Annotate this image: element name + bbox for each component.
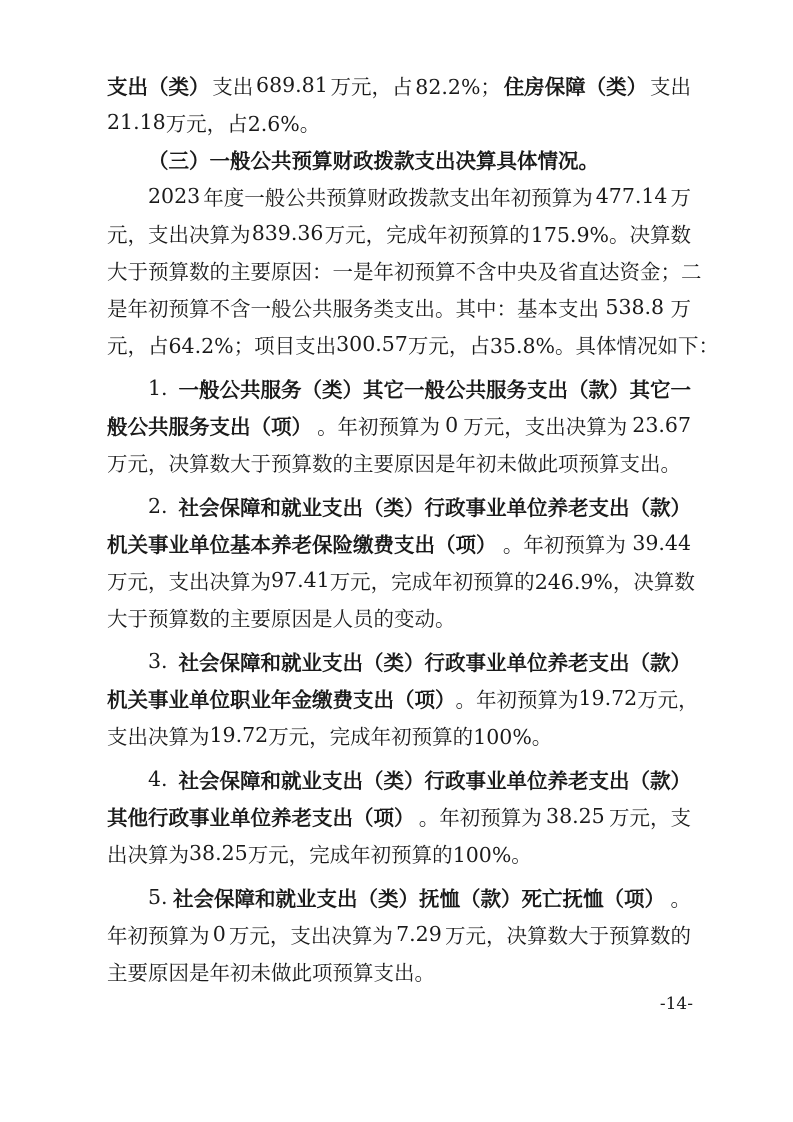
paragraph-gap <box>107 480 691 487</box>
text-run: 万元，决算数大于预算数的 <box>444 923 691 948</box>
text-run: 元，占 <box>107 333 169 358</box>
paragraph-p2 <box>107 177 719 362</box>
text-line <box>107 679 699 716</box>
text-run: 538.8 <box>605 294 665 319</box>
text-line <box>107 140 691 177</box>
text-run: 。 <box>670 886 691 911</box>
bold-text-run: 机关事业单位基本养老保险缴费支出（项） <box>107 532 497 557</box>
text-run: 万元，支出决算为 <box>107 569 271 594</box>
bold-text-run: 社会保障和就业支出（类）行政事业单位养老支出（款） <box>178 495 691 520</box>
text-run: 万 <box>670 185 691 210</box>
page-number: -14- <box>659 994 693 1014</box>
text-line <box>107 952 691 989</box>
bold-text-run: 社会保障和就业支出（类）行政事业单位养老支出（款） <box>178 650 691 675</box>
bold-text-run: 机关事业单位职业年金缴费支出（项） <box>107 687 456 712</box>
text-run: 支出决算为 <box>107 724 210 749</box>
text-run: 万元，完成年初预算的 <box>268 724 474 749</box>
text-run: 19.72 <box>209 722 269 747</box>
text-line <box>107 443 691 480</box>
text-run: 年初预算为 <box>107 923 210 948</box>
text-run: 万 <box>670 296 691 321</box>
text-run: 3. <box>148 648 168 673</box>
text-run: 2. <box>148 493 168 518</box>
text-run: 元，支出决算为 <box>107 222 251 247</box>
bold-text-run: 支出（类） <box>107 74 210 99</box>
text-run: 21.18 <box>107 109 166 134</box>
text-run: 64.2%；项目支出 <box>168 333 337 358</box>
text-run: 1. <box>148 375 168 400</box>
text-run: 97.41 <box>271 567 330 592</box>
bold-text-run: 其他行政事业单位养老支出（项） <box>107 805 415 830</box>
bold-text-run: 社会保障和就业支出（类）抚恤（款）死亡抚恤（项） <box>173 886 666 911</box>
text-line <box>107 524 691 561</box>
text-line <box>107 177 691 214</box>
paragraph-p7 <box>107 878 691 989</box>
text-run: 是年初预算不含一般公共服务类支出。其中：基本支出 <box>107 296 599 321</box>
text-run: 万元，决算数大于预算数的主要原因是年初未做此项预算支出。 <box>107 451 681 476</box>
text-run: 38.25 <box>546 803 605 828</box>
text-run: 出决算为 <box>107 842 189 867</box>
paragraph-gap <box>107 753 691 760</box>
text-line <box>107 760 691 797</box>
paragraph-gap <box>107 362 691 369</box>
text-run: 万元，占 <box>330 74 413 99</box>
text-run: 82.2%； <box>415 74 501 99</box>
text-run: 19.72 <box>578 685 638 710</box>
text-run: 4. <box>148 766 168 791</box>
text-line <box>107 251 702 288</box>
paragraph-p0 <box>107 66 691 140</box>
paragraph-p4 <box>107 487 695 635</box>
paragraph-p1 <box>107 140 691 177</box>
text-run: 年度一般公共预算财政拨款支出年初预算为 <box>203 185 593 210</box>
text-run: 477.14 <box>595 183 668 208</box>
paragraph-gap <box>107 871 691 878</box>
text-run: 万元，支出决算为 <box>228 923 393 948</box>
bold-text-run: （三）一般公共预算财政拨款支出决算具体情况。 <box>148 148 599 173</box>
bold-text-run: 住房保障（类） <box>503 74 648 99</box>
text-run: 。年初预算为 <box>502 532 626 557</box>
text-run: 839.36 <box>251 220 324 245</box>
text-run: 万元，完成年初预算的 <box>324 222 530 247</box>
text-run: 万元，支出决算为 <box>463 414 628 439</box>
text-run: 7.29 <box>396 921 442 946</box>
bold-text-run: 社会保障和就业支出（类）行政事业单位养老支出（款） <box>178 768 691 793</box>
text-run: 38.25 <box>189 840 248 865</box>
text-run: 大于预算数的主要原因是人员的变动。 <box>107 606 456 631</box>
text-line <box>107 642 691 679</box>
text-line <box>107 214 691 251</box>
text-run: 175.9%。决算数 <box>530 222 691 247</box>
text-run: 万元，支 <box>608 805 691 830</box>
text-run: 689.81 <box>256 72 328 97</box>
text-line <box>107 66 691 103</box>
text-run: 2.6%。 <box>247 111 321 136</box>
text-line <box>107 915 691 952</box>
text-run: 万元，占 <box>165 111 248 136</box>
paragraph-p3 <box>107 369 691 480</box>
text-line <box>107 487 691 524</box>
text-run: 。年初预算为 <box>317 414 441 439</box>
text-run: 。年初预算为 <box>418 805 542 830</box>
text-line <box>107 834 691 871</box>
text-line <box>107 797 691 834</box>
text-run: 300.57 <box>336 331 408 356</box>
text-run: 主要原因是年初未做此项预算支出。 <box>107 960 435 985</box>
text-line <box>107 103 691 140</box>
text-run: 100%。 <box>473 724 553 749</box>
text-run: 大于预算数的主要原因：一是年初预算不含中央及省直达资金；二 <box>107 259 702 284</box>
document-body <box>107 66 719 989</box>
paragraph-p6 <box>107 760 691 871</box>
text-run: 0 <box>445 412 459 437</box>
text-run: 支出 <box>212 74 254 99</box>
text-run: 2023 <box>148 183 201 208</box>
text-run: 支出 <box>649 74 691 99</box>
paragraph-gap <box>107 635 691 642</box>
text-line <box>107 325 719 362</box>
text-run: 万元，完成年初预算的 <box>329 569 535 594</box>
text-line <box>107 406 691 443</box>
text-run: 0 <box>212 921 226 946</box>
text-run: 246.9%，决算数 <box>534 569 695 594</box>
text-line <box>107 878 691 915</box>
text-line <box>107 561 695 598</box>
text-run: 万元，完成年初预算的 <box>247 842 453 867</box>
text-run: 。年初预算为 <box>455 687 579 712</box>
text-run: 100%。 <box>452 842 532 867</box>
bold-text-run: 般公共服务支出（项） <box>107 414 312 439</box>
text-line <box>107 598 691 635</box>
text-run: 23.67 <box>632 412 691 437</box>
text-line <box>107 369 691 406</box>
text-run: 万元，占 <box>407 333 490 358</box>
text-run: 39.44 <box>632 530 691 555</box>
bold-text-run: 一般公共服务（类）其它一般公共服务支出（款）其它一 <box>178 377 691 402</box>
text-line <box>107 288 691 325</box>
text-line <box>107 716 691 753</box>
text-run: 万元， <box>637 687 699 712</box>
paragraph-p5 <box>107 642 699 753</box>
text-run: 35.8%。具体情况如下： <box>489 333 719 358</box>
text-run: 5. <box>148 884 168 909</box>
